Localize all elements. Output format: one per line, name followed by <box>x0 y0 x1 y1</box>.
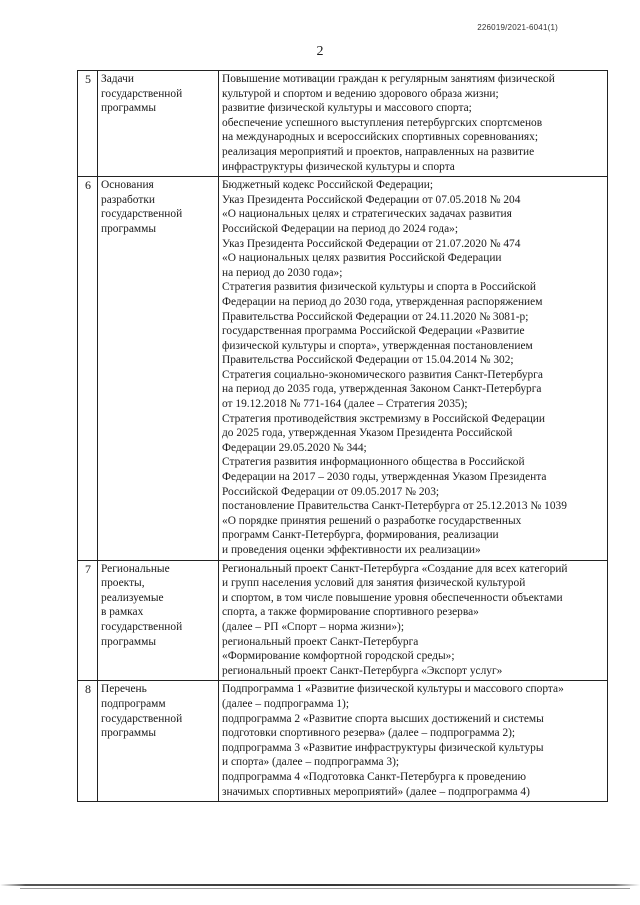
label-line: разработки <box>101 193 155 206</box>
label-line: государственной <box>101 620 183 633</box>
program-passport-table <box>77 70 608 802</box>
content-line: подпрограмма 2 «Развитие спорта высших достижений и системы <box>222 712 544 725</box>
label-line: программы <box>101 102 156 115</box>
content-line: программ Санкт-Петербурга, формирования, реализации <box>222 529 499 542</box>
row-label <box>98 177 219 560</box>
row-label <box>98 560 219 681</box>
label-line: в рамках <box>101 606 144 619</box>
row-content <box>219 681 608 802</box>
content-line: Стратегия противодействия экстремизму в Российской Федерации <box>222 412 545 425</box>
content-line: «О порядке принятия решений о разработке государственных <box>222 514 522 527</box>
content-line: (далее – РП «Спорт – норма жизни»); <box>222 620 404 633</box>
content-line: обеспечение успешного выступления петербургских спортсменов <box>222 116 543 129</box>
content-line: спорта, а также формирование спортивного резерва» <box>222 606 479 619</box>
content-line: до 2025 года, утвержденная Указом Президента Российской <box>222 427 513 440</box>
content-line: физической культуры и спорта», утвержденная постановлением <box>222 339 533 352</box>
content-line: Указ Президента Российской Федерации от 21.07.2020 № 474 <box>222 237 521 250</box>
content-line: реализация мероприятий и проектов, направленных на развитие <box>222 145 535 158</box>
table-row <box>78 177 608 560</box>
label-line: Основания <box>101 179 154 192</box>
content-line: инфраструктуры физической культуры и спорта <box>222 160 455 173</box>
table-row <box>78 560 608 681</box>
content-line: на период до 2030 года»; <box>222 266 343 279</box>
content-line: подготовки спортивного резерва» (далее – подпрограмма 2); <box>222 727 516 740</box>
content-line: (далее – подпрограмма 1); <box>222 697 349 710</box>
label-line: подпрограмм <box>101 697 166 710</box>
label-line: проекты, <box>101 577 145 590</box>
table-row <box>78 681 608 802</box>
label-line: Региональные <box>101 562 170 575</box>
content-line: Федерации на 2017 – 2030 годы, утвержденная Указом Президента <box>222 471 547 484</box>
content-line: «О национальных целях и стратегических задачах развития <box>222 208 512 221</box>
row-content <box>219 177 608 560</box>
row-label <box>98 71 219 177</box>
content-line: Указ Президента Российской Федерации от 07.05.2018 № 204 <box>222 193 521 206</box>
content-line: развитие физической культуры и массового спорта; <box>222 102 472 115</box>
label-line: Перечень <box>101 683 147 696</box>
content-line: Правительства Российской Федерации от 15.04.2014 № 302; <box>222 354 514 367</box>
label-line: реализуемые <box>101 591 164 604</box>
content-line: Стратегия развития информационного общества в Российской <box>222 456 525 469</box>
content-line: Стратегия развития физической культуры и спорта в Российской <box>222 281 537 294</box>
content-line: Региональный проект Санкт-Петербурга «Создание для всех категорий <box>222 562 568 575</box>
content-line: постановление Правительства Санкт-Петербурга от 25.12.2013 № 1039 <box>222 500 567 513</box>
label-line: государственной <box>101 208 183 221</box>
document-id: 226019/2021-6041(1) <box>477 23 558 32</box>
content-line: государственная программа Российской Федерации «Развитие <box>222 325 525 338</box>
label-line: государственной <box>101 87 183 100</box>
content-line: и проведения оценки эффективности их реализации» <box>222 544 481 556</box>
content-line: подпрограмма 4 «Подготовка Санкт-Петербурга к проведению <box>222 770 527 783</box>
content-line: Подпрограмма 1 «Развитие физической культуры и массового спорта» <box>222 683 564 696</box>
table-row <box>78 71 608 177</box>
content-line: региональный проект Санкт-Петербурга «Экспорт услуг» <box>222 664 503 677</box>
row-number: 7 <box>78 560 98 681</box>
content-line: культурой и спортом и ведению здорового образа жизни; <box>222 87 499 100</box>
content-line: на международных и всероссийских спортивных соревнованиях; <box>222 131 539 144</box>
row-number: 6 <box>78 177 98 560</box>
content-line: Федерации 29.05.2020 № 344; <box>222 441 367 454</box>
page-number: 2 <box>316 44 324 59</box>
content-line: подпрограмма 3 «Развитие инфраструктуры физической культуры <box>222 741 544 754</box>
content-line: региональный проект Санкт-Петербурга <box>222 635 419 648</box>
label-line: программы <box>101 635 156 648</box>
content-line: Российской Федерации от 09.05.2017 № 203; <box>222 485 440 498</box>
footer-divider <box>0 884 640 886</box>
label-line: программы <box>101 222 156 235</box>
content-line: Бюджетный кодекс Российской Федерации; <box>222 179 433 192</box>
content-line: Российской Федерации на период до 2024 года»; <box>222 222 459 235</box>
content-line: Повышение мотивации граждан к регулярным занятиям физической <box>222 73 555 85</box>
row-content <box>219 560 608 681</box>
content-line: и групп населения условий для занятия физической культурой <box>222 577 526 590</box>
row-label <box>98 681 219 802</box>
content-line: значимых спортивных мероприятий» (далее – подпрограмма 4) <box>222 785 530 798</box>
content-line: и спортом, в том числе повышение уровня обеспеченности объектами <box>222 591 563 604</box>
content-line: от 19.12.2018 № 771-164 (далее – Стратегия 2035); <box>222 398 468 411</box>
content-line: Стратегия социально-экономического развития Санкт-Петербурга <box>222 368 543 381</box>
label-line: государственной <box>101 712 183 725</box>
row-content <box>219 71 608 177</box>
row-number: 8 <box>78 681 98 802</box>
footer-divider-thin <box>20 888 630 889</box>
content-line: Федерации на период до 2030 года, утвержденная распоряжением <box>222 295 543 308</box>
content-line: на период до 2035 года, утвержденная Законом Санкт-Петербурга <box>222 383 542 396</box>
label-line: Задачи <box>101 73 134 85</box>
content-line: Правительства Российской Федерации от 24.11.2020 № 3081-р; <box>222 310 529 323</box>
content-line: и спорта» (далее – подпрограмма 3); <box>222 756 400 769</box>
row-number: 5 <box>78 71 98 177</box>
label-line: программы <box>101 727 156 740</box>
content-line: «О национальных целях развития Российской Федерации <box>222 252 502 265</box>
content-line: «Формирование комфортной городской среды»; <box>222 650 455 663</box>
